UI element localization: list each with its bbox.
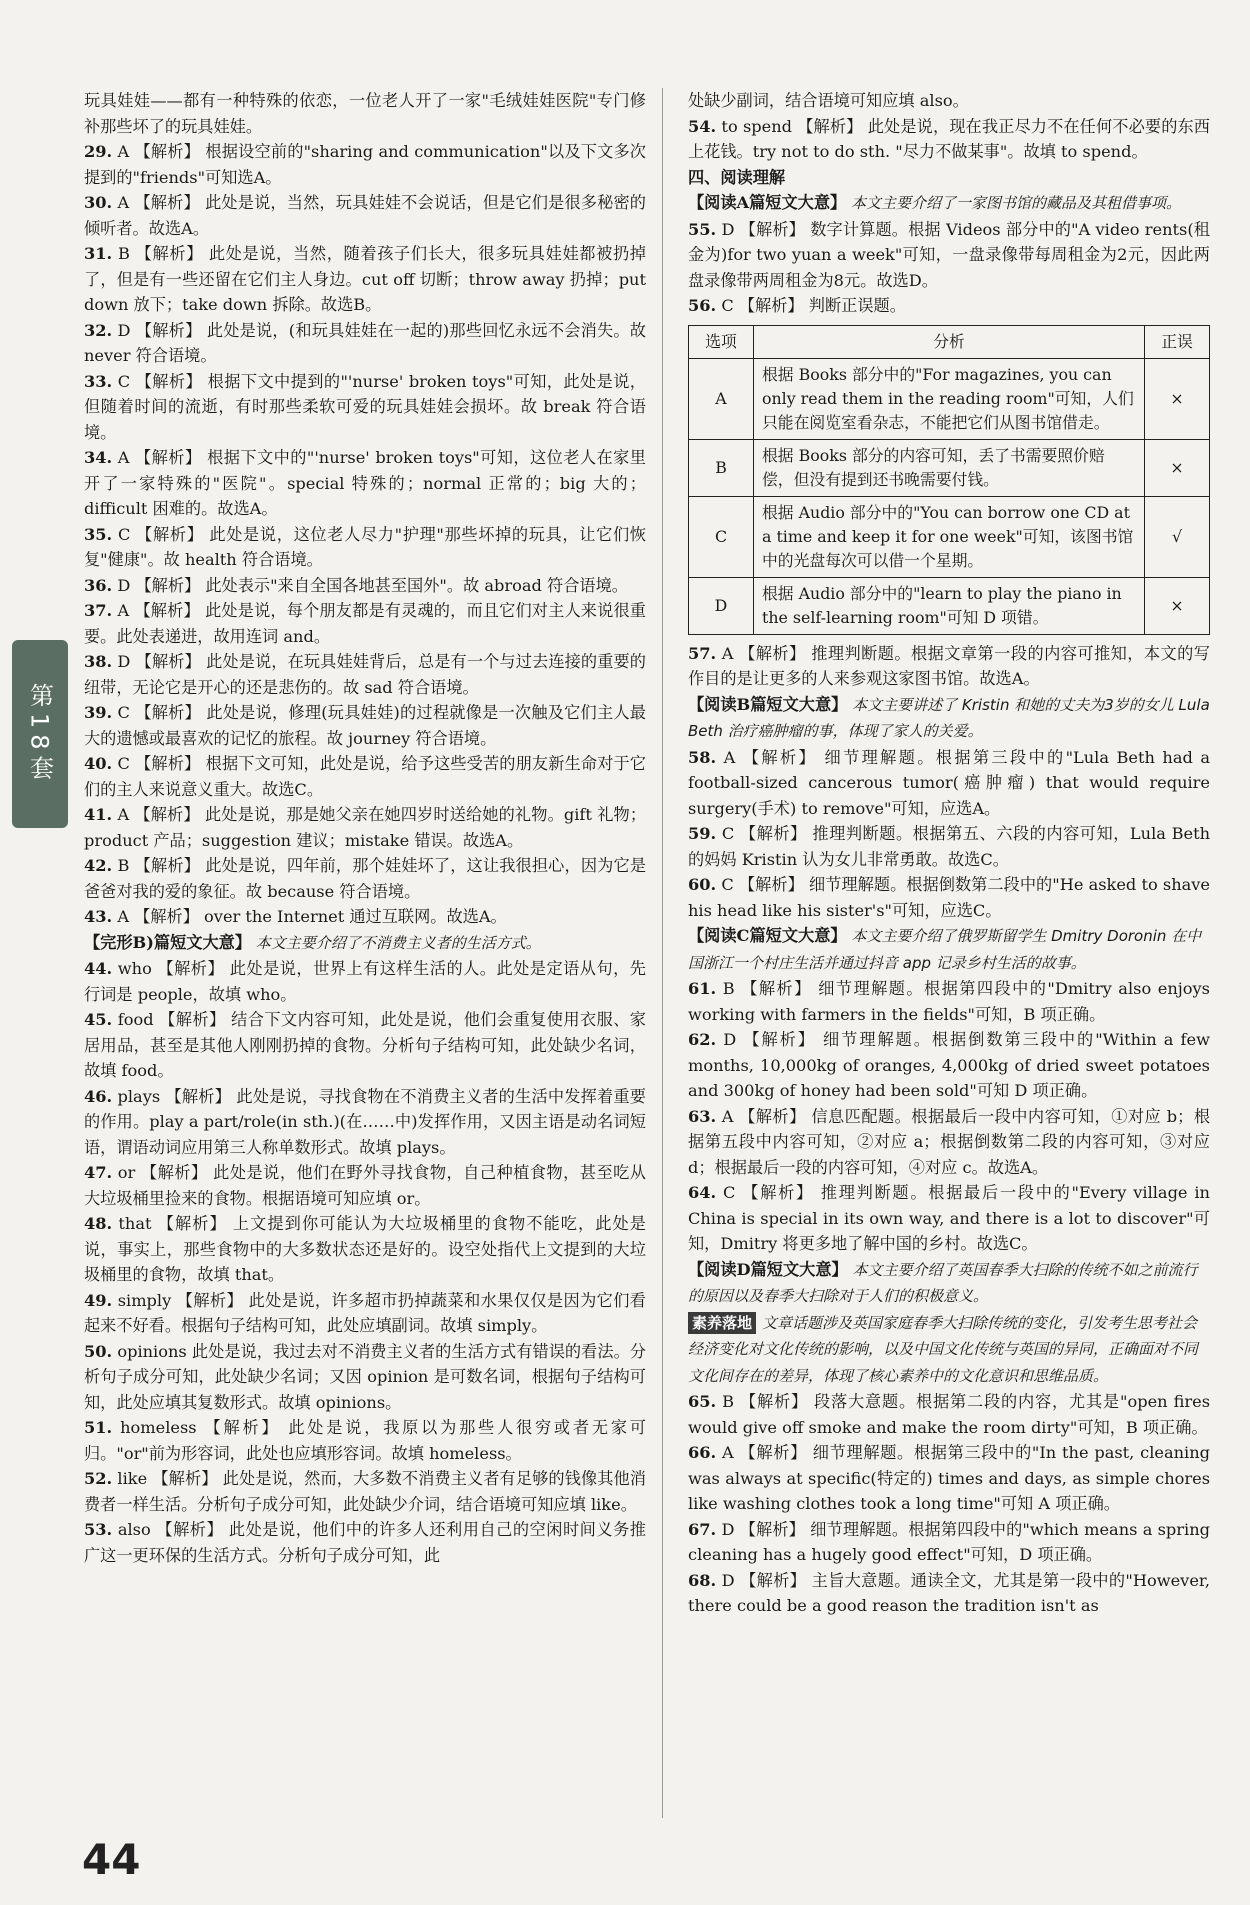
answer-item xyxy=(84,751,646,802)
table-row xyxy=(689,439,1210,496)
explanation-text: 【解析】 细节理解题。根据倒数第三段中的"Within a few months, 10,000kg of oranges, 4,000kg of dried sweet potatoes and 300kg of honey had been sold"可知 D 项正确。 xyxy=(688,1030,1210,1100)
right-column xyxy=(688,88,1210,1619)
question-number: 58. xyxy=(688,747,717,767)
left-column xyxy=(84,88,646,1568)
explanation-text: 【解析】 此处是说，当然，随着孩子们长大，很多玩具娃娃都被扔掉了，但是有一些还留在它们主人身边。cut off 切断；throw away 扔掉；put down 放下；take down 拆除。故选B。 xyxy=(84,244,646,314)
answer-item xyxy=(84,598,646,649)
row-mark: × xyxy=(1145,439,1210,496)
answer-value: A xyxy=(112,601,135,620)
question-number: 52. xyxy=(84,1469,113,1488)
summary-title: 【阅读B篇短文大意】 xyxy=(688,694,848,714)
question-number: 42. xyxy=(84,856,113,875)
answer-item xyxy=(84,1007,646,1084)
explanation-text: 【解析】 此处是说，然而，大多数不消费主义者有足够的钱像其他消费者一样生活。分析句子成分可知，此处缺少介词，结合语境可知应填 like。 xyxy=(84,1469,646,1514)
question-number: 54. xyxy=(688,116,717,136)
answer-value: C xyxy=(716,1183,743,1202)
answer-item xyxy=(84,241,646,318)
answer-item xyxy=(688,217,1210,294)
explanation-text: 【解析】 此处是说，他们在野外寻找食物，自己种植食物，甚至吃从大垃圾桶里捡来的食物。根据语境可知应填 or。 xyxy=(84,1163,646,1208)
explanation-text: 【解析】 信息匹配题。根据最后一段中内容可知，①对应 b；根据第五段中内容可知，②对应 a；根据倒数第二段的内容可知，③对应 d；根据最后一段的内容可知，④对应 c。故选A。 xyxy=(688,1106,1211,1177)
answer-item xyxy=(688,1104,1210,1181)
answer-item xyxy=(688,293,1210,319)
answer-value: B xyxy=(112,244,136,263)
question-number: 47. xyxy=(84,1163,113,1182)
column-divider xyxy=(662,88,663,1818)
row-mark: × xyxy=(1145,577,1210,634)
explanation-text: 【解析】 此处是说，在玩具娃娃背后，总是有一个与过去连接的重要的纽带，无论它是开心的还是悲伤的。故 sad 符合语境。 xyxy=(84,652,646,697)
explanation-text: 处缺少副词，结合语境可知应填 also。 xyxy=(688,91,969,110)
header-analysis: 分析 xyxy=(754,325,1145,358)
answer-value: opinions xyxy=(112,1341,192,1361)
answer-value: A xyxy=(716,1443,740,1462)
answer-value: B xyxy=(716,1392,740,1411)
explanation-text: 【解析】 主旨大意题。通读全文，尤其是第一段中的"However, there could be a good reason the tradition isn't as xyxy=(688,1570,1210,1615)
row-mark: × xyxy=(1145,358,1210,439)
question-number: 29. xyxy=(84,142,113,161)
question-number: 46. xyxy=(84,1086,113,1106)
answer-value: A xyxy=(112,193,135,212)
answer-item xyxy=(688,1440,1210,1517)
explanation-text: 【解析】 根据设空前的"sharing and communication"以及下文多次提到的"friends"可知选A。 xyxy=(84,142,646,187)
explanation-text: 【解析】 此处是说，当然，玩具娃娃不会说话，但是它们是很多秘密的倾听者。故选A。 xyxy=(84,193,646,238)
explanation-text: 【解析】 over the Internet 通过互联网。故选A。 xyxy=(134,907,507,926)
explanation-text: 【解析】 细节理解题。根据第三段中的"In the past, cleaning was always at specific(特定的) times and days, as simple chores like washing clothes took a long time"可知 A 项正确。 xyxy=(688,1443,1210,1513)
explanation-text: 【解析】 根据下文中提到的"'nurse' broken toys"可知，此处是说，但随着时间的流逝，有时那些柔软可爱的玩具娃娃会损坏。故 break 符合语境。 xyxy=(84,371,646,442)
summary-title: 【完形B)篇短文大意】 xyxy=(84,932,252,952)
question-number: 34. xyxy=(84,448,113,467)
header-option: 选项 xyxy=(689,325,754,358)
answer-value: like xyxy=(112,1469,153,1488)
table-row xyxy=(689,358,1210,439)
explanation-text: 【解析】 此处是说，(和玩具娃娃在一起的)那些回忆永远不会消失。故 never 符合语境。 xyxy=(84,320,646,365)
explanation-text: 玩具娃娃——都有一种特殊的依恋，一位老人开了一家"毛绒娃娃医院"专门修补那些坏了的玩具娃娃。 xyxy=(84,91,646,136)
question-number: 67. xyxy=(688,1519,717,1539)
answer-value: D xyxy=(112,652,136,671)
answer-item xyxy=(688,1027,1210,1104)
explanation-text: 【解析】 此处是说，寻找食物在不消费主义者的生活中发挥着重要的作用。play a part/role(in sth.)(在……中)发挥作用，又因主语是动名词短语，谓语动词应用第三人称单数形式。故填 plays。 xyxy=(84,1086,646,1157)
question-number: 36. xyxy=(84,575,113,595)
answer-value: D xyxy=(716,1030,744,1049)
explanation-text: 【解析】 细节理解题。根据第四段中的"Dmitry also enjoys working with farmers in the fields"可知，B 项正确。 xyxy=(688,979,1210,1024)
answer-item xyxy=(84,904,646,930)
question-number: 59. xyxy=(688,824,717,843)
answer-item xyxy=(688,1389,1210,1440)
answer-item xyxy=(84,522,646,573)
explanation-text: 【解析】 此处是说，他们中的许多人还利用自己的空闲时间义务推广这一更环保的生活方式。分析句子成分可知，此 xyxy=(84,1520,646,1565)
answer-item xyxy=(84,649,646,700)
question-number: 37. xyxy=(84,601,113,620)
explanation-text: 【解析】 判断正误题。 xyxy=(738,296,906,315)
question-number: 62. xyxy=(688,1030,717,1049)
explanation-text: 【解析】 细节理解题。根据倒数第二段中的"He asked to shave his head like his sister's"可知，应选C。 xyxy=(688,875,1210,920)
summary-text: 本文主要介绍了俄罗斯留学生 Dmitry Doronin 在中国浙江一个村庄生活并通过抖音 app 记录乡村生活的故事。 xyxy=(688,927,1202,972)
answer-value: C xyxy=(716,296,739,315)
question-number: 68. xyxy=(688,1570,717,1590)
answer-value: C xyxy=(112,524,137,544)
explanation-text: 【解析】 结合下文内容可知，此处是说，他们会重复使用衣服、家居用品，甚至是其他人刚刚扔掉的食物。分析句子结构可知，此处缺少名词，故填 food。 xyxy=(84,1010,646,1080)
answer-value: A xyxy=(112,805,135,824)
table-row xyxy=(689,496,1210,577)
paragraph xyxy=(84,88,646,139)
answer-value: A xyxy=(112,907,135,926)
explanation-text: 【解析】 段落大意题。根据第二段的内容，尤其是"open fires would give off smoke and make the room dirty"可知，B 项正确。 xyxy=(688,1392,1210,1437)
answer-item xyxy=(84,700,646,751)
answer-value: also xyxy=(112,1520,157,1539)
question-number: 53. xyxy=(84,1520,113,1539)
explanation-text: 此处是说，我过去对不消费主义者的生活方式有错误的看法。分析句子成分可知，此处缺少名词；又因 opinion 是可数名词，根据句子结构可知，此处应填其复数形式。故填 opinions。 xyxy=(84,1341,646,1412)
explanation-text: 【解析】 上文提到你可能认为大垃圾桶里的食物不能吃，此处是说，事实上，那些食物中的大多数状态还是好的。设空处指代上文提到的大垃圾桶里的食物，故填 that。 xyxy=(84,1214,646,1284)
answer-value: who xyxy=(112,959,158,978)
answer-item xyxy=(688,1517,1210,1568)
answer-item xyxy=(84,1339,646,1416)
explanation-text: 【解析】 此处是说，修理(玩具娃娃)的过程就像是一次触及它们主人最大的遗憾或最喜欢的记忆的旅程。故 journey 符合语境。 xyxy=(84,703,646,748)
answer-value: food xyxy=(112,1010,160,1029)
summary-text: 本文主要介绍了不消费主义者的生活方式。 xyxy=(251,933,541,952)
question-number: 63. xyxy=(688,1106,717,1126)
question-number: 55. xyxy=(688,219,717,239)
answer-value: C xyxy=(716,875,739,894)
explanation-text: 【解析】 细节理解题。根据第三段中的"Lula Beth had a football-sized cancerous tumor(癌肿瘤) that would require surgery(手术) to remove"可知，应选A。 xyxy=(688,747,1211,818)
question-number: 57. xyxy=(688,643,717,663)
answer-value: D xyxy=(716,1570,741,1590)
summary-text: 本文主要介绍了英国春季大扫除的传统不如之前流行的原因以及春季大扫除对于人们的积极意义。 xyxy=(688,1260,1198,1305)
question-number: 41. xyxy=(84,805,113,824)
explanation-text: 【解析】 根据下文可知，此处是说，给予这些受苦的朋友新生命对于它们的主人来说意义重大。故选C。 xyxy=(84,754,646,799)
header-correctness: 正误 xyxy=(1145,325,1210,358)
answer-item xyxy=(688,641,1210,692)
explanation-text: 【解析】 细节理解题。根据第四段中的"which means a spring cleaning has a hugely good effect"可知，D 项正确。 xyxy=(688,1519,1211,1564)
answer-item xyxy=(84,318,646,369)
question-number: 56. xyxy=(688,296,717,315)
explanation-text: 【解析】 根据下文中的"'nurse' broken toys"可知，这位老人在家里开了一家特殊的"医院"。special 特殊的；normal 正常的；big 大的；difficult 困难的。故选A。 xyxy=(84,448,646,518)
row-mark: √ xyxy=(1145,496,1210,577)
question-number: 45. xyxy=(84,1010,113,1029)
answer-item xyxy=(84,853,646,904)
summary-text: 本文主要讲述了 Kristin 和她的丈夫为3岁的女儿 Lula Beth 治疗癌肿瘤的事，体现了家人的关爱。 xyxy=(688,695,1210,740)
question-number: 44. xyxy=(84,959,113,978)
question-number: 61. xyxy=(688,979,717,998)
passage-summary xyxy=(688,190,1210,217)
row-option: D xyxy=(689,577,754,634)
answer-value: plays xyxy=(112,1086,166,1106)
summary-title: 【阅读D篇短文大意】 xyxy=(688,1259,848,1279)
explanation-text: 【解析】 此处是说，这位老人尽力"护理"那些坏掉的玩具，让它们恢复"健康"。故 health 符合语境。 xyxy=(84,524,646,569)
answer-value: to spend xyxy=(716,116,798,136)
question-number: 38. xyxy=(84,652,113,671)
question-number: 31. xyxy=(84,244,113,263)
answer-item xyxy=(84,1466,646,1517)
answer-value: A xyxy=(716,1106,740,1126)
answer-value: B xyxy=(112,856,135,875)
explanation-text: 【解析】 此处表示"来自全国各地甚至国外"。故 abroad 符合语境。 xyxy=(135,575,628,595)
answer-value: C xyxy=(716,824,740,843)
answer-value: C xyxy=(112,371,136,391)
right-column-top xyxy=(688,88,1210,319)
row-analysis: 根据 Books 部分的内容可知，丢了书需要照价赔偿，但没有提到还书晚需要付钱。 xyxy=(754,439,1145,496)
explanation-text: 【解析】 此处是说，现在我正尽力不在任何不必要的东西上花钱。try not to do sth. "尽力不做某事"。故填 to spend。 xyxy=(688,116,1210,161)
explanation-text: 【解析】 此处是说，我原以为那些人很穷或者无家可归。"or"前为形容词，此处也应填形容词。故填 homeless。 xyxy=(84,1418,646,1463)
answer-item xyxy=(84,1084,646,1161)
answer-value: A xyxy=(716,643,740,663)
answer-value: simply xyxy=(112,1290,177,1310)
row-analysis: 根据 Audio 部分中的"You can borrow one CD at a time and keep it for one week"可知，该图书馆中的光盘每次可以借一个星期。 xyxy=(754,496,1145,577)
answer-item xyxy=(84,190,646,241)
answer-value: B xyxy=(716,979,742,998)
explanation-text: 【解析】 推理判断题。根据最后一段中的"Every village in China is special in its own way, and there is a lot to discover"可知，Dmitry 将更多地了解中国的乡村。故选C。 xyxy=(688,1183,1210,1253)
answer-item xyxy=(688,1568,1210,1619)
section-heading: 四、阅读理解 xyxy=(688,167,786,187)
answer-value: A xyxy=(112,448,136,467)
explanation-text: 【解析】 此处是说，许多超市扔掉蔬菜和水果仅仅是因为它们看起来不好看。根据句子结构可知，此处应填副词。故填 simply。 xyxy=(84,1290,646,1335)
answer-value: D xyxy=(112,320,136,340)
answer-item xyxy=(84,1160,646,1211)
answer-value: C xyxy=(112,754,136,773)
question-number: 51. xyxy=(84,1418,113,1437)
question-number: 60. xyxy=(688,875,717,894)
table-row xyxy=(689,577,1210,634)
answer-value: D xyxy=(716,219,740,239)
question-number: 66. xyxy=(688,1443,717,1462)
passage-summary xyxy=(84,930,646,957)
answer-item xyxy=(84,369,646,446)
answer-item xyxy=(688,976,1210,1027)
literacy-badge: 素养落地 xyxy=(688,1312,756,1334)
explanation-text: 【解析】 此处是说，世界上有这样生活的人。此处是定语从句，先行词是 people，故填 who。 xyxy=(84,959,646,1004)
explanation-text: 【解析】 此处是说，那是她父亲在她四岁时送给她的礼物。gift 礼物；product 产品；suggestion 建议；mistake 错误。故选A。 xyxy=(84,805,647,850)
explanation-text: 【解析】 此处是说，每个朋友都是有灵魂的，而且它们对主人来说很重要。此处表递进，故用连词 and。 xyxy=(84,601,646,646)
answer-value: C xyxy=(112,703,136,722)
answer-item xyxy=(84,573,646,599)
question-number: 39. xyxy=(84,703,113,722)
answer-item xyxy=(688,114,1210,165)
explanation-text: 【解析】 此处是说，四年前，那个娃娃坏了，这让我很担心，因为它是爸爸对我的爱的象征。故 because 符合语境。 xyxy=(84,856,647,901)
passage-summary xyxy=(688,923,1210,976)
analysis-table xyxy=(688,325,1210,635)
passage-summary xyxy=(688,692,1210,745)
answer-item xyxy=(84,445,646,522)
answer-item xyxy=(84,802,646,853)
row-analysis: 根据 Audio 部分中的"learn to play the piano in the self-learning room"可知 D 项错。 xyxy=(754,577,1145,634)
question-number: 50. xyxy=(84,1341,113,1361)
question-number: 32. xyxy=(84,320,113,340)
summary-title: 【阅读C篇短文大意】 xyxy=(688,926,847,945)
answer-item xyxy=(688,745,1210,822)
answer-item xyxy=(688,821,1210,872)
answer-item xyxy=(84,1288,646,1339)
analysis-table-header xyxy=(689,325,1210,358)
passage-summary xyxy=(688,1257,1210,1310)
answer-item xyxy=(84,139,646,190)
answer-item xyxy=(84,1211,646,1288)
explanation-text: 【解析】 数字计算题。根据 Videos 部分中的"A video rents(租金为)for two yuan a week"可知，一盘录像带每周租金为2元，因此两盘录像带两周租金为8元。故选D。 xyxy=(688,219,1210,290)
question-number: 48. xyxy=(84,1214,113,1233)
answer-value: that xyxy=(112,1214,158,1233)
literacy-text: 文章话题涉及英国家庭春季大扫除传统的变化，引发考生思考社会经济变化对文化传统的影响，以及中国文化传统与英国的异同，正确面对不同文化间存在的差异，体现了核心素养中的文化意识和思维品质。 xyxy=(688,1313,1199,1385)
page-number: 44 xyxy=(82,1835,141,1884)
answer-value: A xyxy=(112,142,135,161)
explanation-text: 【解析】 推理判断题。根据第五、六段的内容可知，Lula Beth 的妈妈 Kristin 认为女儿非常勇敢。故选C。 xyxy=(688,824,1210,869)
set-number-tab: 第18套 xyxy=(12,640,68,828)
right-column-bottom xyxy=(688,641,1210,1619)
answer-value: D xyxy=(716,1519,740,1539)
answer-item xyxy=(84,1517,646,1568)
summary-text: 本文主要介绍了一家图书馆的藏品及其租借事项。 xyxy=(846,194,1182,212)
row-option: C xyxy=(689,496,754,577)
answer-item xyxy=(84,956,646,1007)
answer-value: or xyxy=(112,1163,141,1182)
answer-item xyxy=(688,872,1210,923)
question-number: 43. xyxy=(84,907,113,926)
question-number: 33. xyxy=(84,371,113,391)
question-number: 30. xyxy=(84,193,113,212)
summary-title: 【阅读A篇短文大意】 xyxy=(688,193,847,212)
explanation-text: 【解析】 推理判断题。根据文章第一段的内容可推知，本文的写作目的是让更多的人来参观这家图书馆。故选A。 xyxy=(688,643,1210,688)
answer-item xyxy=(688,1180,1210,1257)
answer-value: A xyxy=(716,747,743,767)
answer-value: homeless xyxy=(112,1418,205,1437)
question-number: 35. xyxy=(84,524,113,544)
question-number: 65. xyxy=(688,1392,717,1411)
question-number: 40. xyxy=(84,754,113,773)
answer-item xyxy=(84,1415,646,1466)
row-option: B xyxy=(689,439,754,496)
answer-value: D xyxy=(112,575,136,595)
question-number: 49. xyxy=(84,1290,113,1310)
question-number: 64. xyxy=(688,1183,717,1202)
literacy-note xyxy=(688,1310,1210,1390)
row-option: A xyxy=(689,358,754,439)
row-analysis: 根据 Books 部分中的"For magazines, you can only read them in the reading room"可知，人们只能在阅览室看杂志，不能把它们从图书馆借走。 xyxy=(754,358,1145,439)
paragraph xyxy=(688,88,1210,114)
